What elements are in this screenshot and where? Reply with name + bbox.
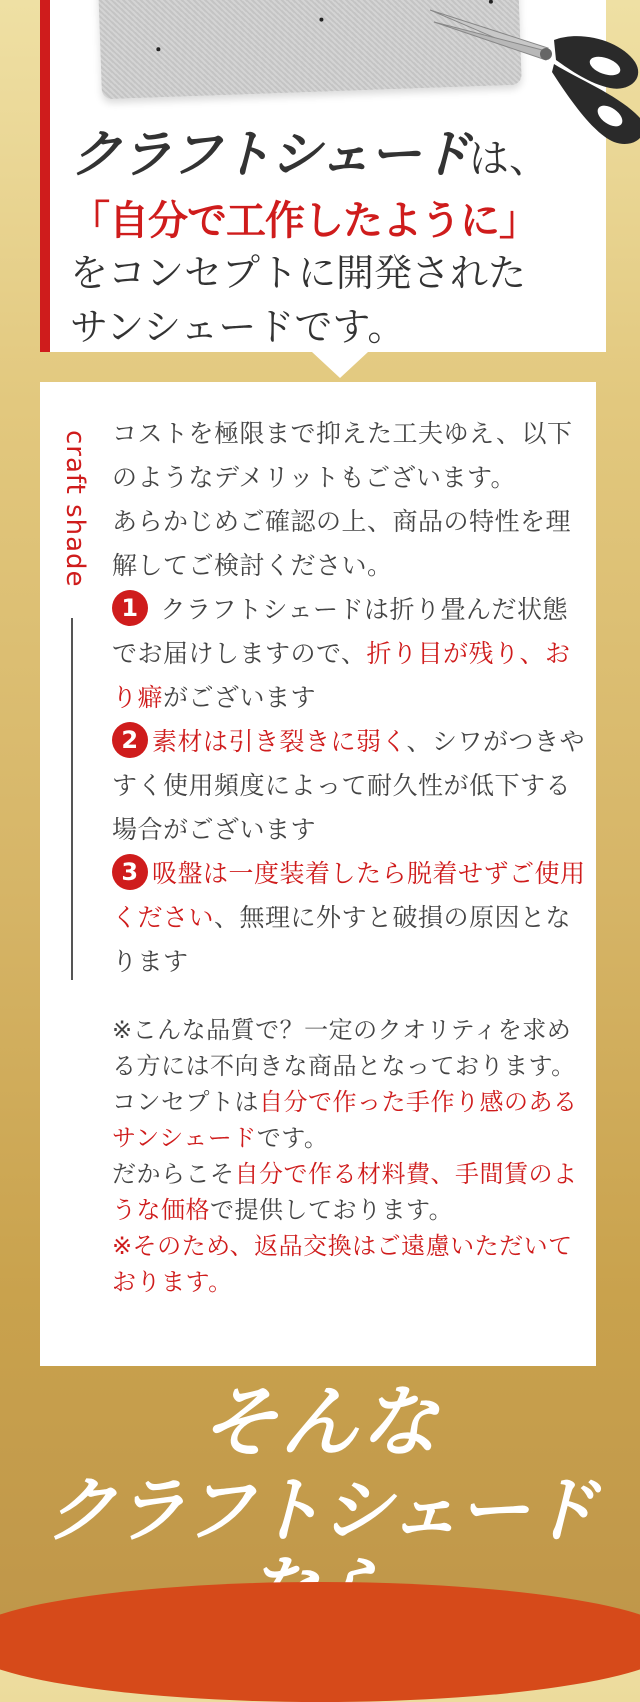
item-highlight: 吸盤は一度装着したら脱着せずご使用ください [112, 859, 586, 932]
note-2-post: です。 [256, 1124, 329, 1152]
brand-name: クラフトシェード [70, 125, 469, 185]
intro-text-2: あらかじめご確認の上、商品の特性を理解してご検討ください。 [112, 507, 572, 580]
note-3-pre: だからこそ [112, 1160, 235, 1188]
item-text-end: がございます [163, 683, 317, 712]
note-2-highlight: 自分で作った手作り感のあるサンシェード [112, 1088, 578, 1152]
concept-text: 「自分で工作したように」 [70, 198, 538, 244]
item-text-end: 、無理に外すと破損の原因となります [112, 903, 572, 976]
item-text-end: 、シワがつきやすく使用頻度によって耐久性が低下する場合がございます [112, 727, 586, 844]
note-1: ※こんな品質で？一定のクオリティを求める方には不向きな商品となっております。 [112, 1016, 576, 1080]
red-curve-decoration [0, 1582, 640, 1702]
side-divider [71, 618, 73, 980]
disclaimer-body [112, 412, 590, 1300]
note-2 [112, 1084, 590, 1156]
side-label: craft shade [60, 430, 90, 588]
note-2-pre: コンセプトは [112, 1088, 259, 1116]
intro-card [40, 0, 606, 352]
item-highlight: 素材は引き裂きに弱く [152, 727, 407, 756]
number-badge: 1 [112, 590, 148, 626]
demerit-item-1 [112, 588, 590, 720]
concept-line4: サンシェードです。 [70, 305, 406, 349]
demerit-item-2 [112, 720, 590, 852]
particle-wa: は、 [468, 136, 549, 182]
note-3 [112, 1156, 590, 1228]
return-policy-note: ※そのため、返品交換はご遠慮いただいております。 [112, 1232, 573, 1296]
headline [70, 112, 610, 354]
item-highlight: 折り目が残り、おり癖 [112, 639, 571, 712]
disclaimer-card [40, 382, 596, 1366]
quality-note [112, 1012, 590, 1300]
banner-line-1: そんな [199, 1378, 440, 1468]
number-badge: 2 [112, 722, 148, 758]
note-3-post: で提供しております。 [210, 1196, 454, 1224]
number-badge: 3 [112, 854, 148, 890]
demerit-item-3 [112, 852, 590, 984]
concept-line3: をコンセプトに開発された [70, 251, 527, 295]
note-3-highlight: 自分で作る材料費、手間賃のような価格 [112, 1160, 578, 1224]
banner-line-2: クラフトシェード [44, 1468, 596, 1552]
intro-text-1: コストを極限まで抑えた工夫ゆえ、以下のようなデメリットもございます。 [112, 419, 573, 492]
item-text: クラフトシェードは折り畳んだ状態でお届けしますので、 [112, 595, 568, 668]
